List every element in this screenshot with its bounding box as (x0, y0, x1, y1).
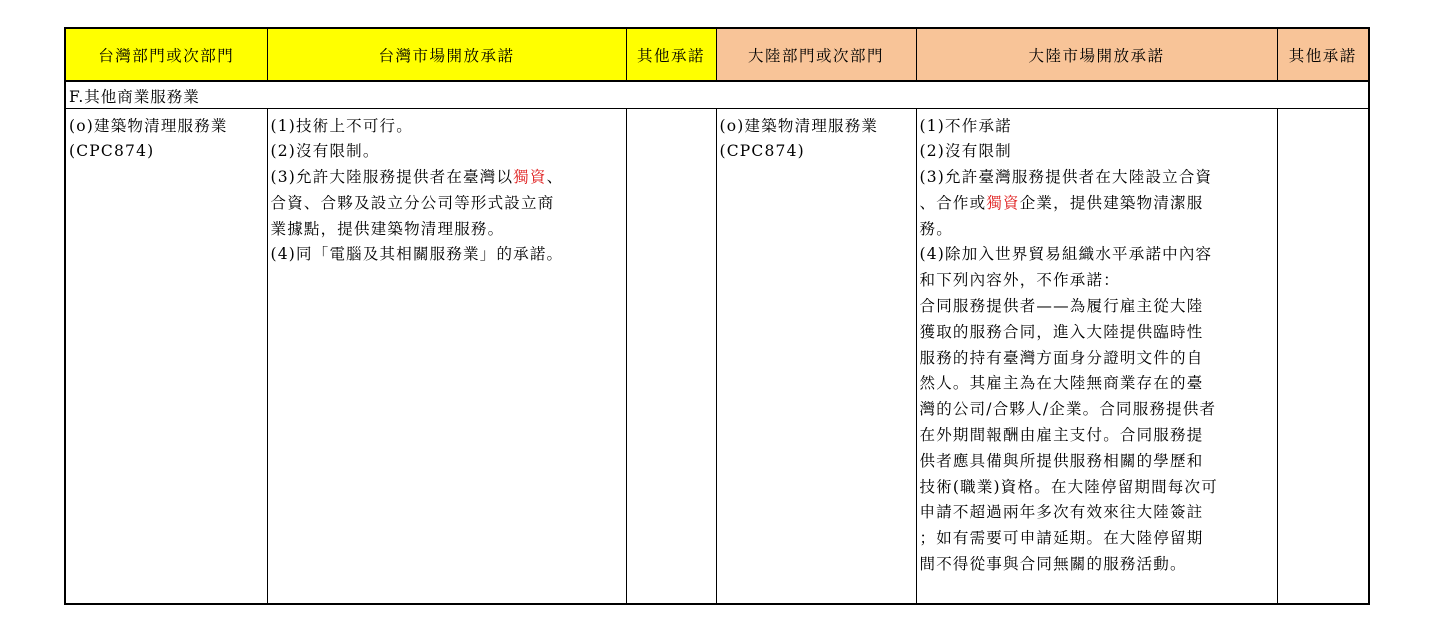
header-cn-sector: 大陸部門或次部門 (716, 28, 916, 81)
cn-commitment-line: 在外期間報酬由雇主支付。合同服務提 (919, 426, 1204, 445)
highlight-text: 獨資 (513, 168, 547, 187)
header-cn-commitment: 大陸市場開放承諾 (916, 28, 1277, 81)
cn-commitment-line: 間不得從事與合同無關的服務活動。 (919, 555, 1187, 574)
tw-other-cell (626, 108, 716, 604)
cn-commitment-text: 企業，提供建築物清潔服 (1019, 193, 1204, 212)
cn-commitment-line: 然人。其雇主為在大陸無商業存在的臺 (919, 374, 1204, 393)
header-tw-other: 其他承諾 (626, 28, 716, 81)
cn-commitment-line: 獲取的服務合同，進入大陸提供臨時性 (919, 322, 1204, 341)
table-row (65, 108, 1369, 604)
cn-commitment-line: (3)允許臺灣服務提供者在大陸設立合資 (919, 168, 1213, 187)
highlight-text: 獨資 (986, 193, 1020, 212)
cn-commitment-line: (4)除加入世界貿易組織水平承諾中內容 (919, 245, 1213, 264)
section-title: F.其他商業服務業 (65, 81, 1369, 108)
commitment-table (64, 27, 1370, 605)
tw-commitment-line: (4)同「電腦及其相關服務業」的承諾。 (270, 245, 564, 264)
tw-commitment-text: (3)允許大陸服務提供者在臺灣以 (270, 168, 514, 187)
cn-sector-code: (CPC874) (719, 142, 805, 161)
cn-commitment-line: 服務的持有臺灣方面身分證明文件的自 (919, 348, 1204, 367)
cn-commitment-line: 務。 (919, 219, 953, 238)
cn-commitment-cell (916, 108, 1277, 604)
section-row (65, 81, 1369, 108)
cn-sector-cell (716, 108, 916, 604)
cn-commitment-text: 、合作或 (919, 193, 987, 212)
cn-commitment-line: (2)沒有限制 (919, 142, 1012, 161)
tw-commitment-line: 合資、合夥及設立分公司等形式設立商 (270, 193, 555, 212)
header-tw-sector: 台灣部門或次部門 (65, 28, 267, 81)
cn-commitment-line (920, 191, 1271, 217)
tw-commitment-line: (2)沒有限制。 (270, 142, 380, 161)
cn-sector-name: (o)建築物清理服務業 (719, 116, 879, 135)
cn-commitment-line: ；如有需要可申請延期。在大陸停留期 (919, 529, 1204, 548)
tw-commitment-cell (267, 108, 626, 604)
cn-commitment-line: 灣的公司/合夥人/企業。合同服務提供者 (919, 400, 1217, 419)
tw-sector-code: (CPC874) (69, 142, 155, 161)
tw-commitment-line: 業據點，提供建築物清理服務。 (270, 219, 505, 238)
cn-commitment-line: (1)不作承諾 (919, 116, 1012, 135)
cn-commitment-line: 技術(職業)資格。在大陸停留期間每次可 (919, 477, 1218, 496)
cn-other-cell (1277, 108, 1369, 604)
tw-sector-cell (65, 108, 267, 604)
header-cn-other: 其他承諾 (1277, 28, 1369, 81)
header-row (65, 28, 1369, 81)
cn-commitment-line: 和下列內容外，不作承諾： (919, 271, 1120, 290)
tw-commitment-text: 、 (546, 168, 564, 187)
tw-commitment-line: (1)技術上不可行。 (270, 116, 413, 135)
cn-commitment-line: 申請不超過兩年多次有效來往大陸簽註 (919, 503, 1204, 522)
header-tw-commitment: 台灣市場開放承諾 (267, 28, 626, 81)
tw-commitment-line (271, 165, 620, 191)
cn-commitment-line: 供者應具備與所提供服務相關的學歷和 (919, 451, 1204, 470)
cn-commitment-line: 合同服務提供者——為履行雇主從大陸 (919, 297, 1204, 316)
tw-sector-name: (o)建築物清理服務業 (69, 116, 228, 135)
